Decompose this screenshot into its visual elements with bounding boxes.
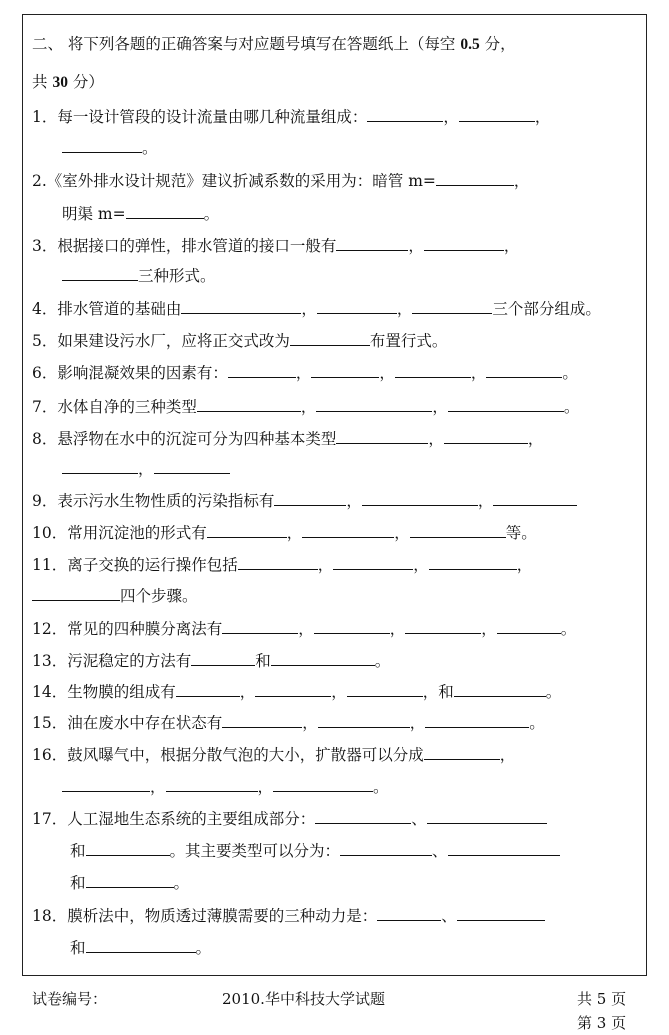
- question-12: 12．常见的四种膜分离法有 ， ， ， 。: [32, 620, 577, 638]
- answer-blank[interactable]: [336, 428, 428, 444]
- question-18-cont: 和 。: [70, 939, 212, 957]
- answer-blank[interactable]: [316, 396, 432, 412]
- answer-blank[interactable]: [395, 362, 471, 378]
- question-4: 4．排水管道的基础由 ， ， 三个部分组成。: [32, 300, 601, 318]
- question-15: 15．油在废水中存在状态有 ， ， 。: [32, 714, 545, 732]
- answer-blank[interactable]: [318, 712, 410, 728]
- section-title: 二、 将下列各题的正确答案与对应题号填写在答题纸上（每空 0.5 分，: [32, 35, 516, 53]
- answer-blank[interactable]: [222, 618, 298, 634]
- answer-blank[interactable]: [154, 458, 230, 474]
- answer-blank[interactable]: [425, 712, 529, 728]
- answer-blank[interactable]: [222, 712, 302, 728]
- question-11-cont: 四个步骤。: [32, 585, 198, 606]
- answer-blank[interactable]: [412, 298, 492, 314]
- answer-blank[interactable]: [255, 681, 331, 697]
- question-8-cont: ，: [62, 458, 230, 479]
- answer-blank[interactable]: [448, 396, 564, 412]
- question-6: 6．影响混凝效果的因素有： ， ， ， 。: [32, 364, 578, 382]
- answer-blank[interactable]: [314, 618, 390, 634]
- answer-blank[interactable]: [436, 170, 514, 186]
- answer-blank[interactable]: [427, 808, 547, 824]
- question-18: 18．膜析法中，物质透过薄膜需要的三种动力是： 、: [32, 905, 545, 926]
- answer-blank[interactable]: [290, 330, 370, 346]
- question-3: 3．根据接口的弹性，排水管道的接口一般有 ， ，: [32, 237, 520, 255]
- answer-blank[interactable]: [448, 840, 560, 856]
- answer-blank[interactable]: [62, 265, 138, 281]
- answer-blank[interactable]: [311, 362, 379, 378]
- answer-blank[interactable]: [405, 618, 481, 634]
- answer-blank[interactable]: [302, 522, 394, 538]
- question-9: 9．表示污水生物性质的污染指标有 ， ，: [32, 490, 577, 511]
- answer-blank[interactable]: [459, 106, 535, 122]
- total-pages: 共 5 页: [577, 990, 627, 1008]
- answer-blank[interactable]: [197, 396, 301, 412]
- exam-number-label: 试卷编号：: [32, 990, 108, 1008]
- question-14: 14．生物膜的组成有 ， ， ，和 。: [32, 683, 562, 701]
- question-16: 16．鼓风曝气中，根据分散气泡的大小，扩散器可以分成 ，: [32, 746, 516, 764]
- exam-title: 2010.华中科技大学试题: [222, 990, 385, 1008]
- answer-blank[interactable]: [274, 490, 346, 506]
- answer-blank[interactable]: [176, 681, 240, 697]
- page-number: 第 3 页: [577, 1014, 627, 1032]
- answer-blank[interactable]: [497, 618, 561, 634]
- answer-blank[interactable]: [424, 744, 500, 760]
- section-title-line2: 共 30 分）: [32, 73, 104, 91]
- answer-blank[interactable]: [191, 650, 255, 666]
- answer-blank[interactable]: [181, 298, 301, 314]
- answer-blank[interactable]: [238, 554, 318, 570]
- answer-blank[interactable]: [271, 650, 375, 666]
- question-3-cont: 三种形式。: [62, 265, 216, 286]
- question-1: 1．每一设计管段的设计流量由哪几种流量组成： ， ，: [32, 108, 551, 126]
- question-5: 5．如果建设污水厂，应将正交式改为 布置行式。: [32, 332, 448, 350]
- question-17-cont: 和 。其主要类型可以分为： 、: [70, 840, 560, 861]
- answer-blank[interactable]: [86, 872, 174, 888]
- question-11: 11．离子交换的运行操作包括 ， ， ，: [32, 556, 533, 574]
- answer-blank[interactable]: [86, 937, 196, 953]
- answer-blank[interactable]: [166, 776, 258, 792]
- question-8: 8．悬浮物在水中的沉淀可分为四种基本类型 ， ，: [32, 430, 544, 448]
- answer-blank[interactable]: [486, 362, 562, 378]
- answer-blank[interactable]: [62, 137, 142, 153]
- question-1-cont: 。: [62, 137, 158, 158]
- answer-blank[interactable]: [493, 490, 577, 506]
- question-17: 17．人工湿地生态系统的主要组成部分： 、: [32, 808, 547, 829]
- answer-blank[interactable]: [347, 681, 423, 697]
- question-2-cont: 明渠 m= 。: [62, 205, 220, 223]
- question-10: 10．常用沉淀池的形式有 ， ， 等。: [32, 524, 537, 542]
- question-7: 7．水体自净的三种类型 ， ， 。: [32, 398, 580, 416]
- answer-blank[interactable]: [429, 554, 517, 570]
- question-17-cont2: 和 。: [70, 874, 190, 892]
- answer-blank[interactable]: [62, 776, 150, 792]
- answer-blank[interactable]: [367, 106, 443, 122]
- answer-blank[interactable]: [86, 840, 170, 856]
- answer-blank[interactable]: [424, 235, 504, 251]
- answer-blank[interactable]: [362, 490, 478, 506]
- answer-blank[interactable]: [444, 428, 528, 444]
- answer-blank[interactable]: [273, 776, 373, 792]
- answer-blank[interactable]: [454, 681, 546, 697]
- answer-blank[interactable]: [336, 235, 408, 251]
- answer-blank[interactable]: [410, 522, 506, 538]
- question-2: 2.《室外排水设计规范》建议折减系数的采用为：暗管 m= ，: [32, 172, 530, 190]
- answer-blank[interactable]: [315, 808, 411, 824]
- answer-blank[interactable]: [228, 362, 296, 378]
- answer-blank[interactable]: [207, 522, 287, 538]
- answer-blank[interactable]: [32, 585, 120, 601]
- answer-blank[interactable]: [333, 554, 413, 570]
- question-13: 13．污泥稳定的方法有 和 。: [32, 652, 391, 670]
- answer-blank[interactable]: [317, 298, 397, 314]
- answer-blank[interactable]: [126, 203, 204, 219]
- answer-blank[interactable]: [377, 905, 441, 921]
- answer-blank[interactable]: [457, 905, 545, 921]
- answer-blank[interactable]: [62, 458, 138, 474]
- answer-blank[interactable]: [340, 840, 432, 856]
- question-16-cont: ， ， 。: [62, 776, 389, 797]
